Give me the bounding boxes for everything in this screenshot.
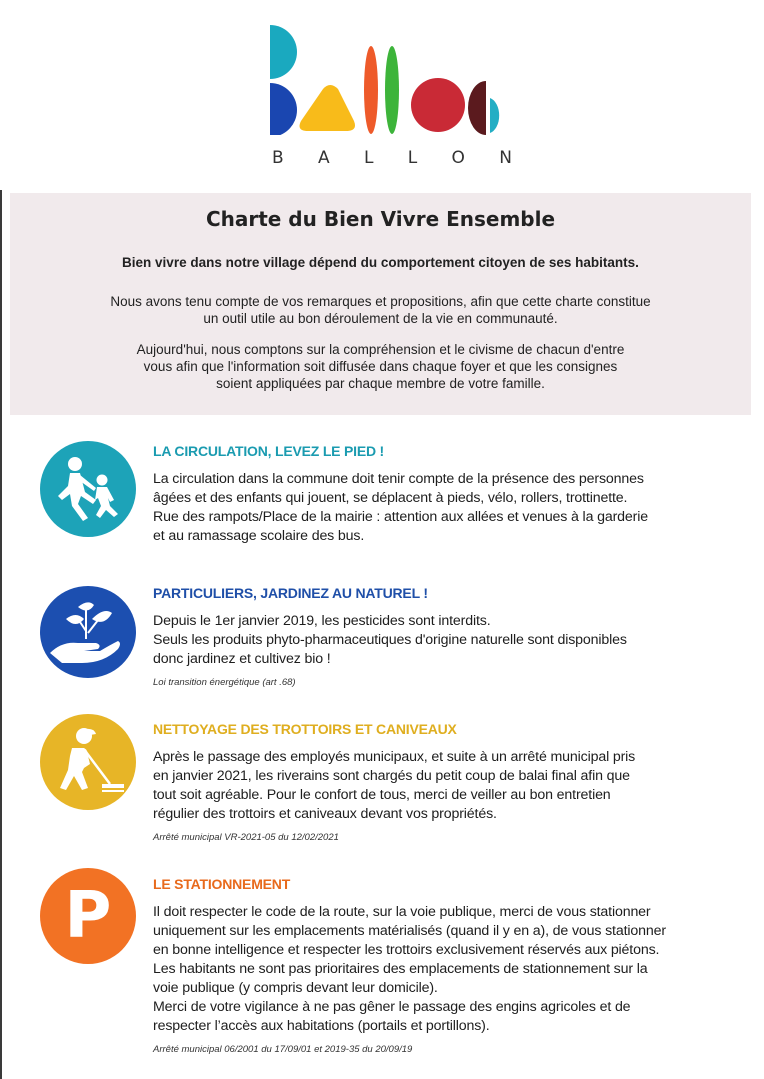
section-content	[153, 876, 733, 1055]
text-line: âgées et des enfants qui jouent, se déplacent à pieds, vélo, rollers, trottinette.	[153, 490, 628, 506]
text-line: Merci de votre vigilance à ne pas gêner le passage des engins agricoles et de	[153, 999, 631, 1015]
text-line: vous afin que l'information soit diffusée dans chaque foyer et que les consignes	[143, 359, 618, 374]
logo-letter: L	[407, 148, 418, 168]
section-title: NETTOYAGE DES TROTTOIRS ET CANIVEAUX	[153, 721, 457, 737]
parking-letter: P	[64, 879, 112, 953]
hand-plant-icon	[40, 586, 136, 678]
logo-shapes	[268, 25, 508, 135]
intro-lead: Bien vivre dans notre village dépend du comportement citoyen de ses habitants.	[122, 255, 639, 270]
section-title: LA CIRCULATION, LEVEZ LE PIED !	[153, 443, 385, 459]
section-body	[153, 748, 733, 824]
section-body	[153, 470, 733, 546]
logo-wordmark	[272, 148, 512, 168]
text-line: Seuls les produits phyto-pharmaceutiques d'origine naturelle sont disponibles	[153, 632, 627, 648]
logo-letter: N	[499, 148, 512, 168]
section-title: LE STATIONNEMENT	[153, 876, 291, 892]
text-line: Aujourd'hui, nous comptons sur la compréhension et le civisme de chacun d'entre	[136, 342, 625, 357]
page-title: Charte du Bien Vivre Ensemble	[205, 207, 556, 231]
text-line: et au ramassage scolaire des bus.	[153, 528, 365, 544]
legal-reference: Arrêté municipal VR-2021-05 du 12/02/2021	[153, 832, 339, 843]
parking-icon	[40, 868, 136, 964]
logo-letter: L	[363, 148, 374, 168]
text-line: Les habitants ne sont pas prioritaires des emplacements de stationnement sur la	[153, 961, 648, 977]
intro-box	[10, 193, 751, 415]
text-line: voie publique (y compris devant leur domicile).	[153, 980, 438, 996]
text-line: donc jardinez et cultivez bio !	[153, 651, 331, 667]
pedestrians-icon	[40, 441, 136, 537]
legal-reference: Arrêté municipal 06/2001 du 17/09/01 et 2019-35 du 20/09/19	[153, 1044, 413, 1055]
section-content	[153, 443, 733, 546]
text-line: Nous avons tenu compte de vos remarques et propositions, afin que cette charte constitue	[110, 294, 651, 309]
intro-paragraph-1	[10, 293, 751, 327]
text-line: uniquement sur les emplacements matérialisés (quand il y en a), de vous stationner	[153, 923, 666, 939]
text-line: Après le passage des employés municipaux, et suite à un arrêté municipal pris	[153, 749, 636, 765]
section-content	[153, 721, 733, 843]
section-body	[153, 903, 733, 1036]
text-line: régulier des trottoirs et caniveaux devant vos propriétés.	[153, 806, 497, 822]
text-line: soient appliquées par chaque membre de votre famille.	[216, 376, 545, 391]
sweeper-icon	[40, 714, 136, 810]
text-line: La circulation dans la commune doit tenir compte de la présence des personnes	[153, 471, 644, 487]
text-line: en janvier 2021, les riverains sont chargés du petit coup de balai final afin que	[153, 768, 630, 784]
logo-letter: B	[272, 148, 284, 168]
logo-letter: O	[451, 148, 465, 168]
section-content	[153, 585, 733, 688]
text-line: Rue des rampots/Place de la mairie : attention aux allées et venues à la garderie	[153, 509, 648, 525]
text-line: en bonne intelligence et respecter les trottoirs exclusivement réservés aux piétons.	[153, 942, 660, 958]
legal-reference: Loi transition énergétique (art .68)	[153, 677, 296, 688]
intro-paragraph-2	[10, 341, 751, 392]
text-line: un outil utile au bon déroulement de la vie en communauté.	[203, 311, 558, 326]
section-body	[153, 612, 733, 669]
text-line: respecter l’accès aux habitations (portails et portillons).	[153, 1018, 490, 1034]
logo-letter: A	[317, 148, 330, 168]
text-line: Il doit respecter le code de la route, sur la voie publique, merci de vous stationner	[153, 904, 651, 920]
page-left-edge	[0, 190, 2, 1079]
section-title: PARTICULIERS, JARDINEZ AU NATUREL !	[153, 585, 428, 601]
text-line: tout soit agréable. Pour le confort de tous, merci de veiller au bon entretien	[153, 787, 611, 803]
text-line: Depuis le 1er janvier 2019, les pesticides sont interdits.	[153, 613, 491, 629]
